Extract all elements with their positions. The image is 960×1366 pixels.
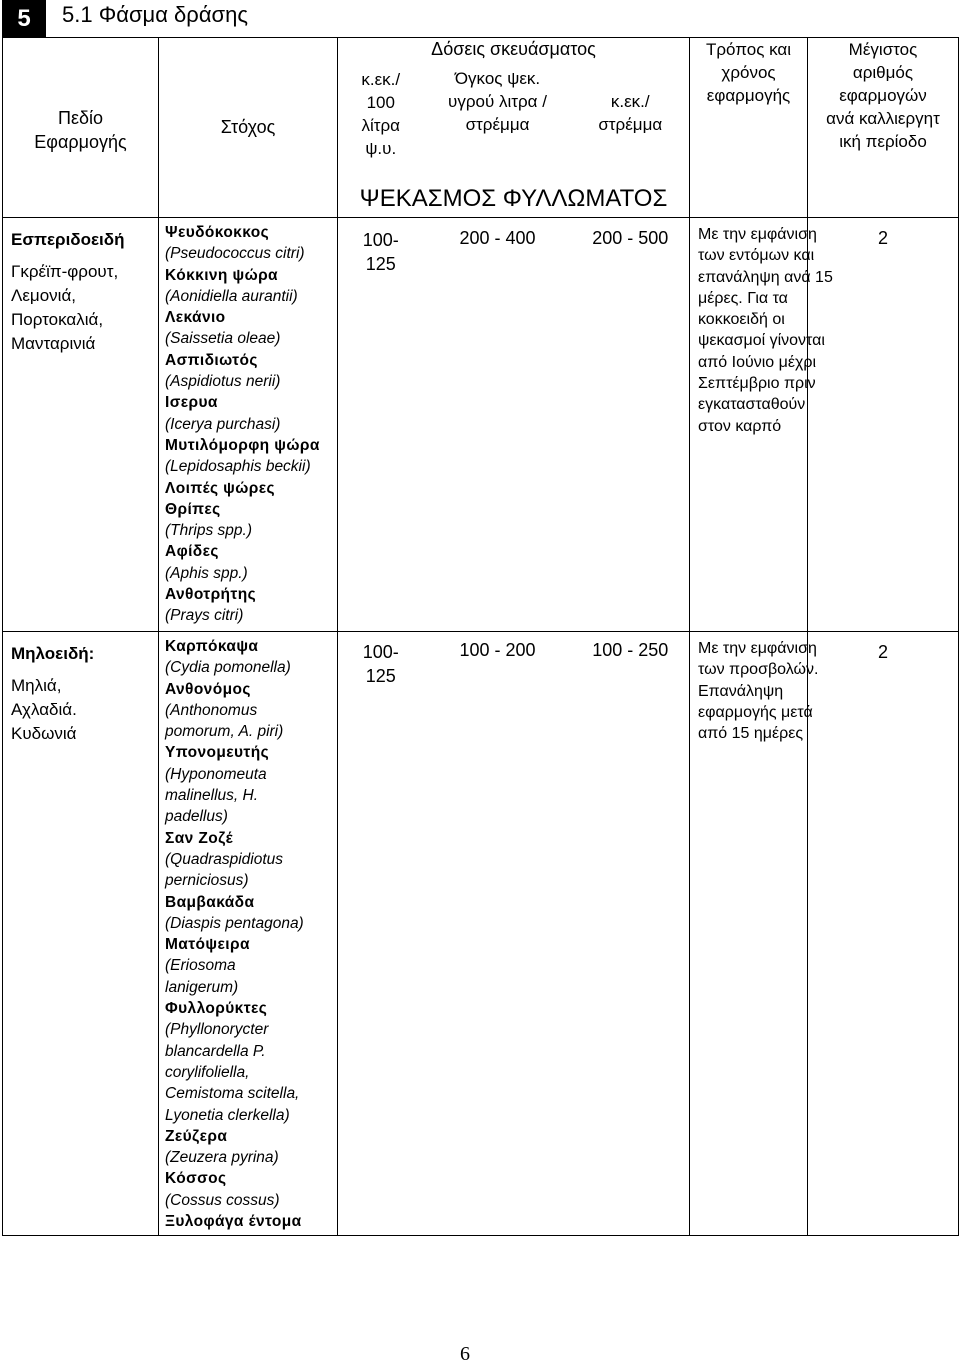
pest-name: Ματόψειρα [165, 936, 250, 954]
page-number: 6 [460, 1343, 470, 1365]
pest-name: Κόκκινη ψώρα [165, 266, 278, 284]
pest-latin: (Eriosoma lanigerum) [165, 957, 239, 996]
pest-latin: (Diaspis pentagona) [165, 914, 304, 932]
pest-latin: (Phyllonorycter blancardella P. corylifoliella, Cemistoma scitella, Lyonetia clerkella) [165, 1021, 300, 1124]
pest-name: Ανθονόμος [165, 680, 251, 698]
crop-title: Εσπεριδοειδή [11, 230, 125, 249]
pest-name: Καρπόκαψα [165, 638, 259, 655]
pest-name: Κόσσος [165, 1170, 227, 1188]
pest-name: Ξυλοφάγα έντομα [165, 1213, 302, 1231]
pest-latin: (Prays citri) [165, 607, 244, 625]
header-method: Τρόπος και χρόνος εφαρμογής [690, 38, 808, 218]
pest-latin: (Cydia pomonella) [165, 659, 291, 677]
pest-latin: (Cossus cossus) [165, 1191, 280, 1209]
header-spray-type: ΨΕΚΑΣΜΟΣ ΦΥΛΛΩΜΑΤΟΣ [338, 182, 690, 218]
dose-per-100l: 100- 125 [338, 218, 424, 632]
dose-volume: 100 - 200 [424, 632, 572, 1236]
pest-latin: (Icerya purchasi) [165, 415, 281, 433]
crop-detail: Γκρέϊπ-φρουτ, Λεμονιά, Πορτοκαλιά, Μανταρινιά [11, 262, 119, 353]
pest-name: Ζεύζερα [165, 1127, 228, 1145]
pest-latin: (Aphis spp.) [165, 564, 248, 582]
header-dose-col2: Δόσεις σκευάσματος Όγκος ψεκ. υγρού λιτρα / στρέμμα [424, 38, 572, 182]
crop-detail: Μηλιά, Αχλαδιά. Κυδωνιά [11, 676, 77, 743]
pest-name: Υπονομευτής [165, 744, 270, 762]
pest-name: Αφίδες [165, 543, 219, 561]
pest-latin: (Aonidiella aurantii) [165, 287, 298, 305]
crop-title: Μηλοειδή: [11, 644, 95, 663]
header-field: Πεδίο Εφαρμογής [3, 38, 159, 218]
pest-latin: (Pseudococcus citri) [165, 245, 305, 263]
pest-latin: (Saissetia oleae) [165, 330, 281, 348]
section-number-badge: 5 [2, 0, 46, 38]
dose-per-stremma: 200 - 500 [572, 218, 690, 632]
header-dose-col3: κ.εκ./ στρέμμα [572, 38, 690, 182]
max-applications: 2 [808, 218, 959, 632]
crop-pome [3, 632, 159, 1236]
dose-volume: 200 - 400 [424, 218, 572, 632]
pest-list [159, 632, 338, 1236]
header-dose-col1: κ.εκ./ 100 λίτρα ψ.υ. [338, 38, 424, 182]
pest-latin: (Aspidiotus nerii) [165, 373, 281, 391]
pest-name: Βαμβακάδα [165, 893, 255, 911]
pest-name: Μυτιλόμορφη ψώρα [165, 436, 320, 454]
pest-latin: (Hyponomeuta malinellus, H. padellus) [165, 765, 267, 826]
pest-name: Ψευδόκοκκος [165, 224, 270, 241]
spectrum-table [2, 37, 959, 1236]
dose-per-stremma: 100 - 250 [572, 632, 690, 1236]
pest-name: Θρίπες [165, 500, 221, 518]
header-target: Στόχος [159, 38, 338, 218]
pest-name: Λοιπές ψώρες [165, 479, 275, 497]
pest-name: Λεκάνιο [165, 309, 226, 327]
dose-per-100l: 100- 125 [338, 632, 424, 1236]
pest-latin: (Zeuzera pyrina) [165, 1149, 279, 1167]
pest-name: Φυλλορύκτες [165, 1000, 268, 1018]
pest-name: Σαν Ζοζέ [165, 829, 234, 847]
pest-name: Ανθοτρήτης [165, 586, 257, 604]
pest-latin: (Anthonomus pomorum, A. piri) [165, 701, 284, 741]
pest-name: Ασπιδιωτός [165, 351, 258, 369]
crop-citrus [3, 218, 159, 632]
application-method: Με την εμφάνιση των προσβολών. Επανάληψη εφαρμογής μετά από 15 ημέρες [690, 632, 808, 1236]
pest-latin: (Thrips spp.) [165, 522, 252, 540]
section-title: 5.1 Φάσμα δράσης [62, 2, 248, 27]
pest-list [159, 218, 338, 632]
pest-latin: (Lepidosaphis beckii) [165, 458, 311, 476]
header-max-apps: Μέγιστος αριθμός εφαρμογών ανά καλλιεργητ ική περίοδο [808, 38, 959, 218]
application-method: Με την εμφάνιση των εντόμων και επανάληψη ανά 15 μέρες. Για τα κοκκοειδή οι ψεκασμοί γίνονται από Ιούνιο μέχρι Σεπτέμβριο πριν εγκατασταθούν στον καρπό [690, 218, 808, 632]
max-applications: 2 [808, 632, 959, 1236]
pest-name: Ισερυα [165, 394, 218, 412]
pest-latin: (Quadraspidiotus perniciosus) [165, 850, 284, 890]
header-doses-title: Δόσεις σκευάσματος [431, 39, 596, 59]
